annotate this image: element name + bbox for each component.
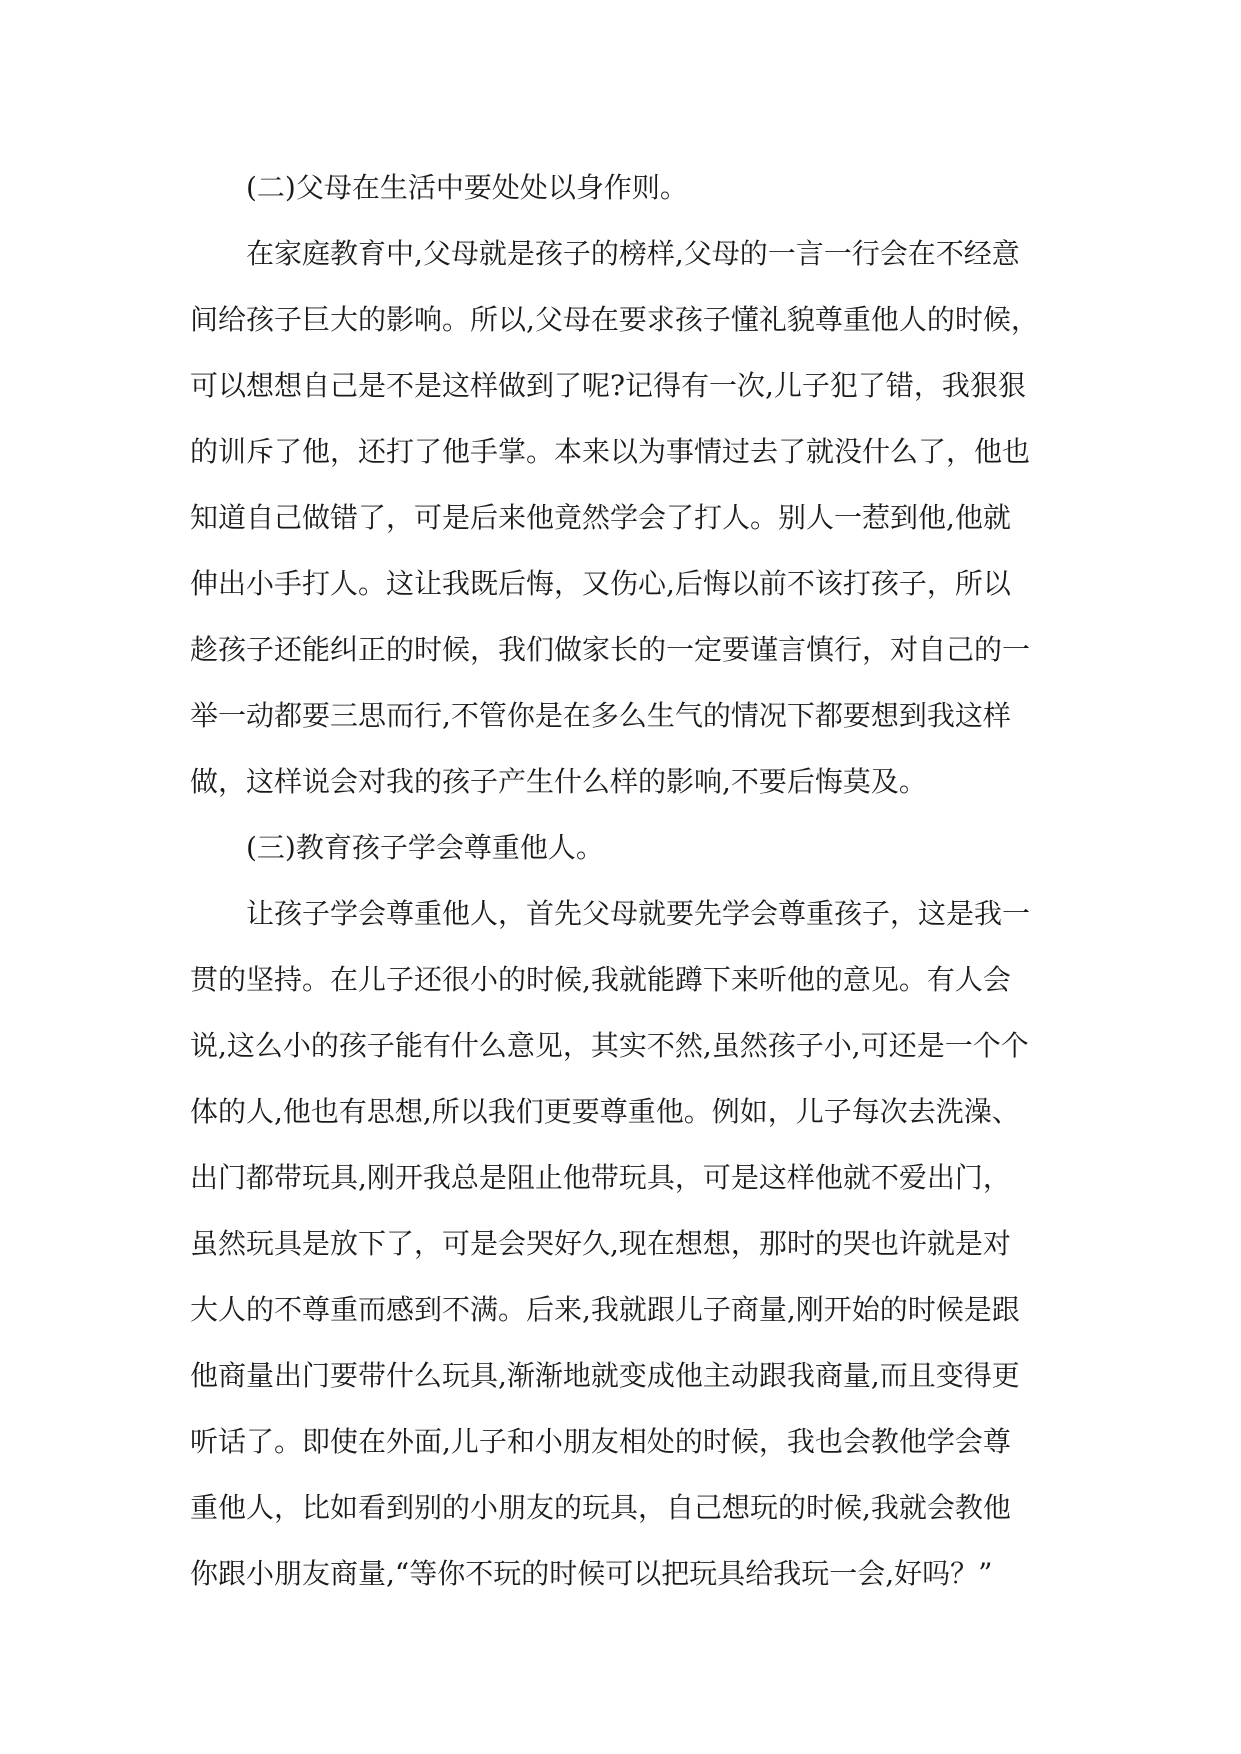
- document-body: [190, 155, 1060, 1607]
- text-line: 听话了。即使在外面,儿子和小朋友相处的时候，我也会教他学会尊: [190, 1425, 1011, 1458]
- text-line: 间给孩子巨大的影响。所以,父母在要求孩子懂礼貌尊重他人的时候，: [190, 303, 1039, 336]
- text-line: 伸出小手打人。这让我既后悔，又伤心,后悔以前不该打孩子，所以: [190, 567, 1011, 600]
- text-line: (三)教育孩子学会尊重他人。: [246, 831, 604, 864]
- text-line: 体的人,他也有思想,所以我们更要尊重他。例如，儿子每次去洗澡、: [190, 1095, 1020, 1128]
- text-line: (二)父母在生活中要处处以身作则。: [246, 171, 688, 204]
- text-line: 虽然玩具是放下了，可是会哭好久,现在想想，那时的哭也许就是对: [190, 1227, 1011, 1260]
- text-line: 知道自己做错了，可是后来他竟然学会了打人。别人一惹到他,他就: [190, 501, 1011, 534]
- text-line: 在家庭教育中,父母就是孩子的榜样,父母的一言一行会在不经意: [246, 237, 1020, 270]
- text-line: 让孩子学会尊重他人，首先父母就要先学会尊重孩子，这是我一: [246, 897, 1031, 930]
- text-line: 大人的不尊重而感到不满。后来,我就跟儿子商量,刚开始的时候是跟: [190, 1293, 1020, 1326]
- text-line: 趁孩子还能纠正的时候，我们做家长的一定要谨言慎行，对自己的一: [190, 633, 1031, 666]
- text-line: 做，这样说会对我的孩子产生什么样的影响,不要后悔莫及。: [190, 765, 927, 798]
- text-line: 可以想想自己是不是这样做到了呢?记得有一次,儿子犯了错，我狠狠: [190, 369, 1026, 402]
- text-line: 的训斥了他，还打了他手掌。本来以为事情过去了就没什么了，他也: [190, 435, 1031, 468]
- text-line: 重他人，比如看到别的小朋友的玩具，自己想玩的时候,我就会教他: [190, 1491, 1011, 1524]
- text-line: 他商量出门要带什么玩具,渐渐地就变成他主动跟我商量,而且变得更: [190, 1359, 1020, 1392]
- text-line: 你跟小朋友商量,“等你不玩的时候可以把玩具给我玩一会,好吗？”: [190, 1557, 993, 1590]
- text-line: 贯的坚持。在儿子还很小的时候,我就能蹲下来听他的意见。有人会: [190, 963, 1011, 996]
- text-line: 说,这么小的孩子能有什么意见，其实不然,虽然孩子小,可还是一个个: [190, 1029, 1029, 1062]
- text-line: 举一动都要三思而行,不管你是在多么生气的情况下都要想到我这样: [190, 699, 1011, 732]
- text-line: 出门都带玩具,刚开我总是阻止他带玩具，可是这样他就不爱出门，: [190, 1161, 1011, 1194]
